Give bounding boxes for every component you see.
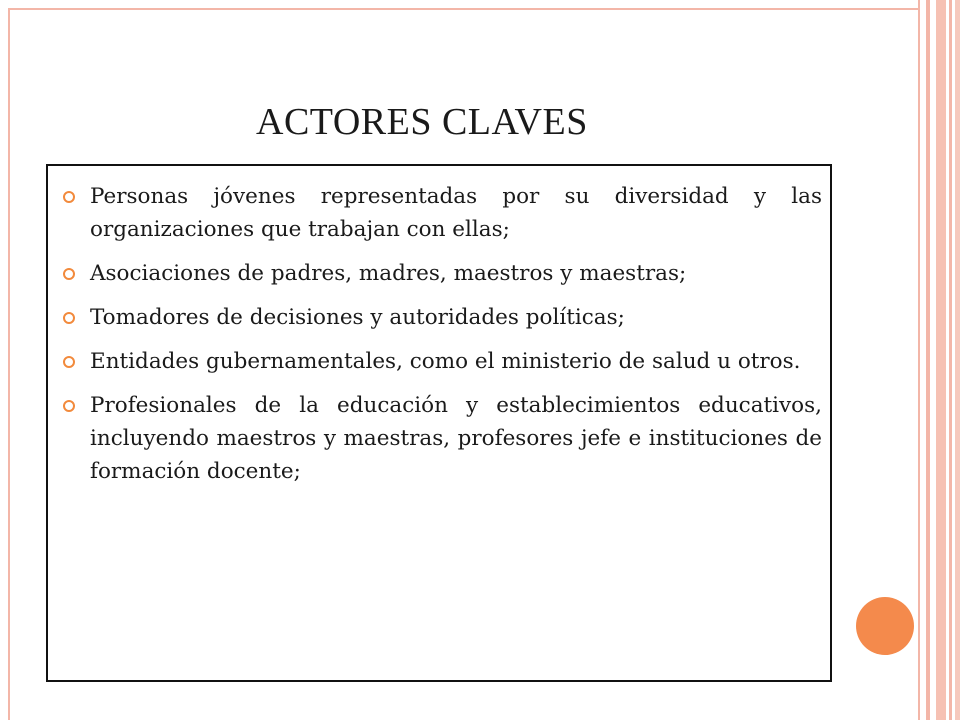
bullet-text: Personas jóvenes representadas por su diversidad y las organizaciones que trabajan con ellas; xyxy=(90,184,822,242)
bullet-item xyxy=(48,180,830,246)
decorative-stripe xyxy=(926,0,930,720)
bullet-item xyxy=(48,345,830,378)
bullet-circle-icon xyxy=(63,268,75,280)
bullet-item xyxy=(48,257,830,290)
bullet-item xyxy=(48,389,830,488)
slide-title: ACTORES CLAVES xyxy=(256,101,588,143)
bullet-list xyxy=(48,180,830,488)
bullet-circle-icon xyxy=(63,312,75,324)
decorative-stripe xyxy=(949,0,952,720)
bullet-circle-icon xyxy=(63,191,75,203)
decorative-stripe xyxy=(955,0,960,720)
bullet-text: Profesionales de la educación y establecimientos educativos, incluyendo maestros y maestras, profesores jefe e instituciones de formación docente; xyxy=(90,393,822,484)
bullet-text: Asociaciones de padres, madres, maestros y maestras; xyxy=(90,261,687,286)
bullet-circle-icon xyxy=(63,400,75,412)
decorative-stripe xyxy=(936,0,946,720)
bullet-text: Entidades gubernamentales, como el ministerio de salud u otros. xyxy=(90,349,801,374)
content-box xyxy=(46,164,832,682)
bullet-item xyxy=(48,301,830,334)
bullet-text: Tomadores de decisiones y autoridades políticas; xyxy=(90,305,625,330)
bullet-circle-icon xyxy=(63,356,75,368)
orange-circle-icon xyxy=(856,597,914,655)
decorative-stripe xyxy=(918,0,920,720)
